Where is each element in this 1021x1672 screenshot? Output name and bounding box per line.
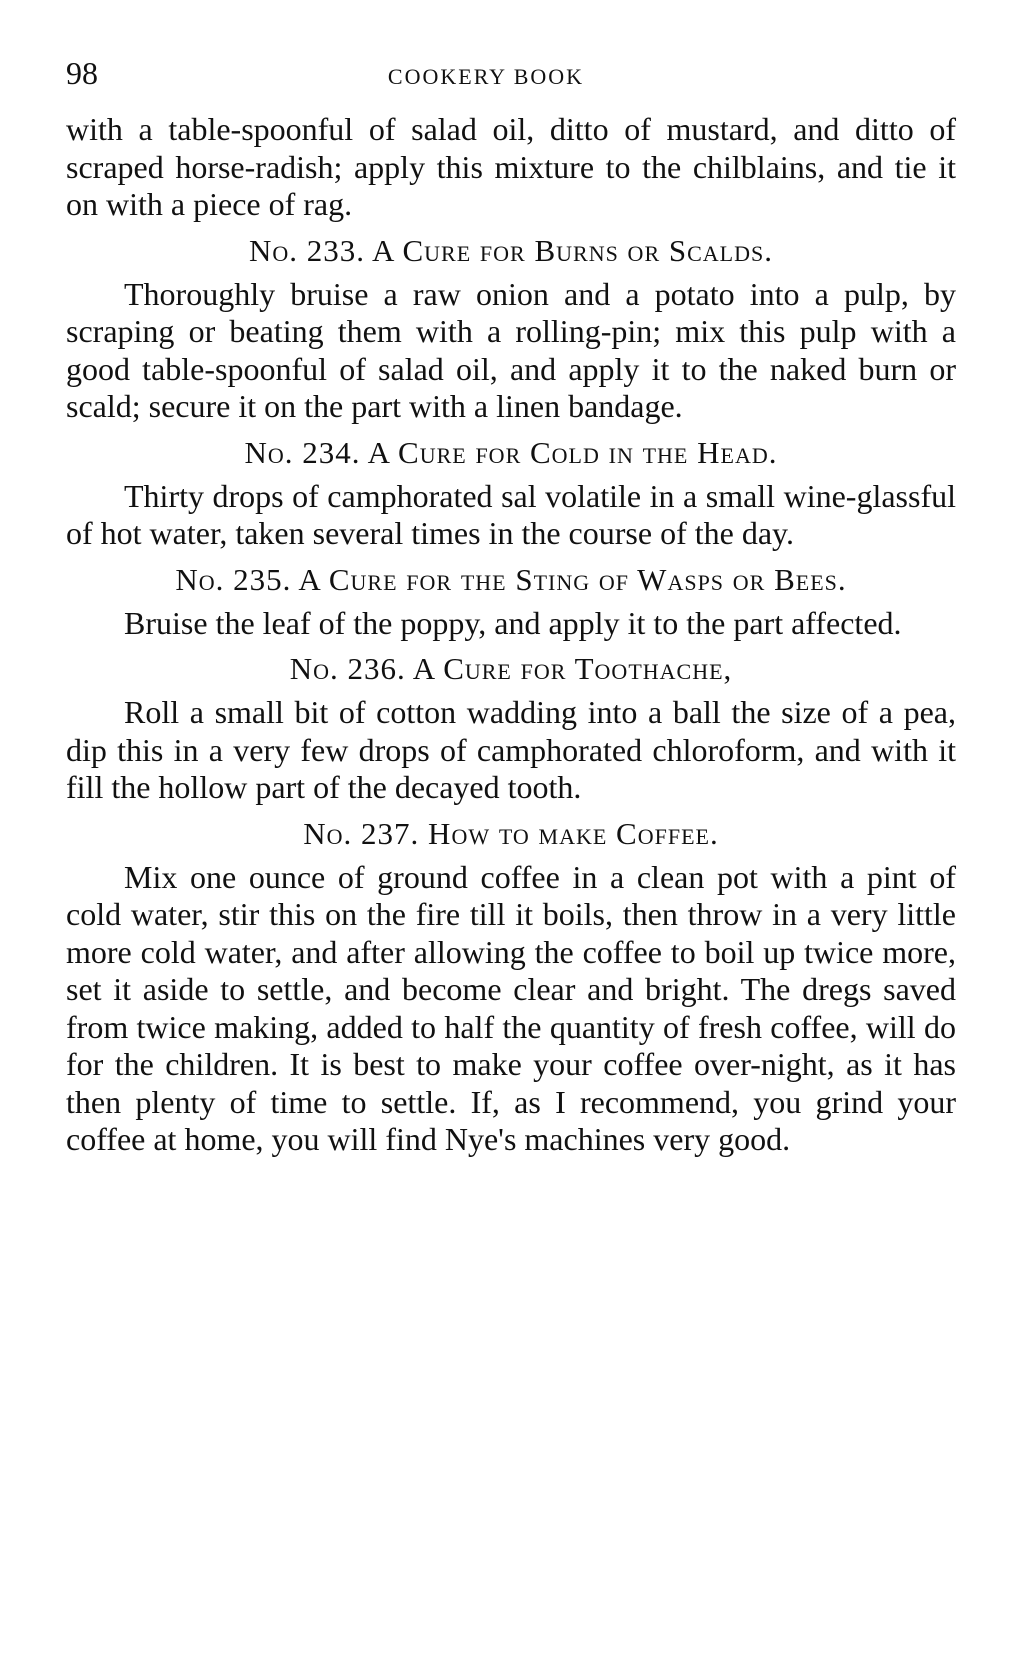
recipe-heading-233: No. 233. A Cure for Burns or Scalds. (248, 232, 773, 268)
recipe-heading-235: No. 235. A Cure for the Sting of Wasps or Bees. (175, 561, 847, 597)
recipe-heading-237: No. 237. How to make Coffee. (303, 815, 719, 851)
continuation-paragraph: with a table-spoonful of salad oil, ditto of mustard, and ditto of scraped horse-radish; apply this mixture to the chilblains, and tie it on with a piece of rag. (66, 111, 956, 222)
recipe-heading-234: No. 234. A Cure for Cold in the Head. (244, 434, 778, 470)
recipe-body-234: Thirty drops of camphorated sal volatile in a small wine-glassful of hot water, taken several times in the course of the day. (66, 477, 956, 551)
recipe-body-236: Roll a small bit of cotton wadding into a ball the size of a pea, dip this in a very few drops of camphorated chloroform, and with it fill the hollow part of the decayed tooth. (66, 694, 956, 805)
running-header (66, 55, 956, 111)
recipe-body-233: Thoroughly bruise a raw onion and a potato into a pulp, by scraping or beating them with a rolling-pin; mix this pulp with a good table-spoonful of salad oil, and apply it to the naked burn or scald; secure it on the part with a linen bandage. (66, 275, 956, 424)
recipe-heading-236: No. 236. A Cure for Toothache, (289, 651, 733, 686)
book-page (66, 55, 956, 1159)
recipe-body-237: Mix one ounce of ground coffee in a clean pot with a pint of cold water, stir this on the fire till it boils, then throw in a very little more cold water, and after allowing the coffee to boil up twice more, set it aside to settle, and become clear and bright. The dregs saved from twice making, added to half the quantity of fresh coffee, will do for the children. It is best to make your coffee over-night, as it has then plenty of time to settle. If, as I recommend, you grind your coffee at home, you will find Nye's machines very good. (66, 858, 956, 1157)
page-number: 98 (66, 55, 98, 91)
recipe-body-235: Bruise the leaf of the poppy, and apply it to the part affected. (124, 604, 902, 641)
running-title: COOKERY BOOK (387, 64, 585, 89)
